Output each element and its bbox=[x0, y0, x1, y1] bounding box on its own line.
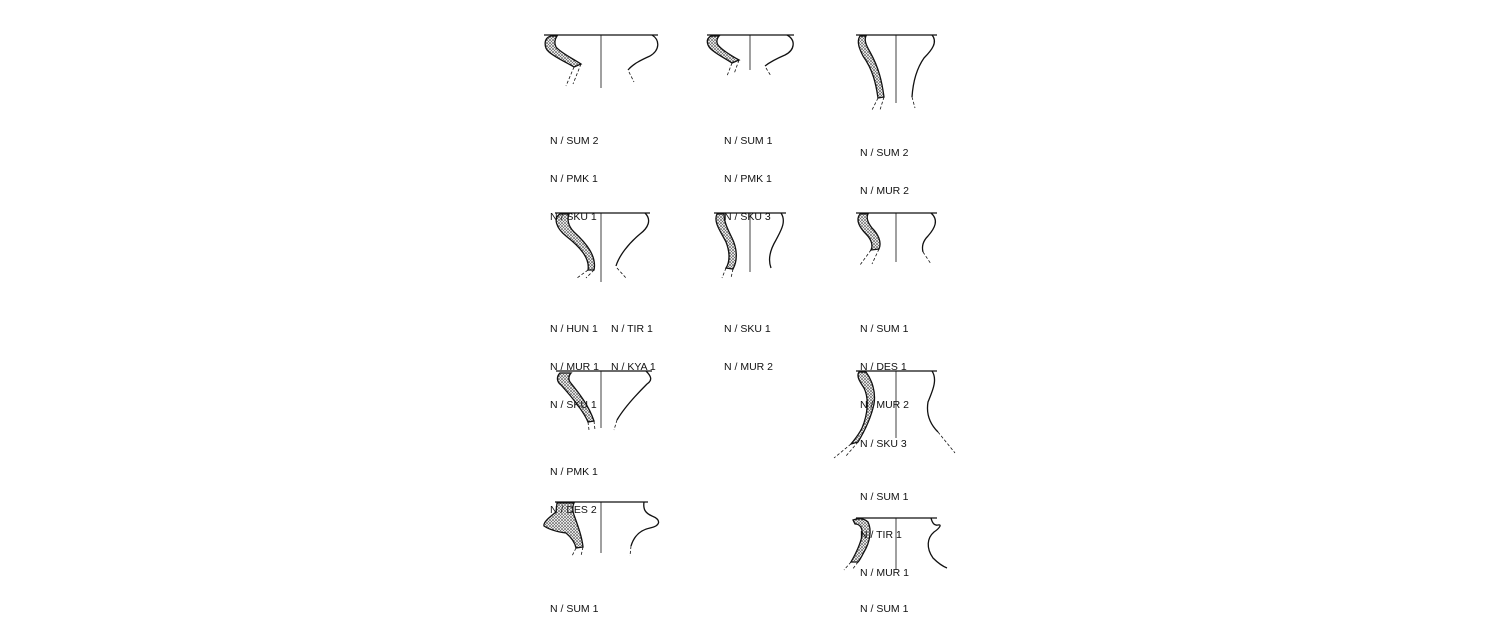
sherd-code-line: N / TIR 1 bbox=[860, 528, 902, 541]
sherd-label-s4-col2 bbox=[611, 297, 656, 387]
sherd-code-line: N / KYA 1 bbox=[611, 360, 656, 373]
sherd-code-line: N / SKU 1 bbox=[550, 211, 597, 224]
sherd-code-line: N / SUM 1 bbox=[724, 134, 773, 147]
vessel-profile-s6 bbox=[856, 213, 937, 265]
sherd-label-s3 bbox=[860, 121, 909, 211]
sherd-code-line: N / TIR 1 bbox=[611, 322, 653, 335]
sherd-code-line: N / SKU 3 bbox=[724, 211, 771, 224]
sherd-code-line: N / SKU 3 bbox=[860, 437, 907, 450]
sherd-code-line: N / SUM 1 bbox=[550, 602, 599, 615]
vessel-profile-s1 bbox=[544, 35, 658, 88]
sherd-code-line: N / MUR 2 bbox=[860, 399, 910, 412]
sherd-label-s9 bbox=[550, 577, 598, 628]
sherd-code-line: N / MUR 2 bbox=[860, 184, 910, 197]
sherd-code-line: N / MUR 2 bbox=[724, 360, 774, 373]
sherd-code-line: N / SKU 1 bbox=[550, 399, 597, 412]
sherd-code-line: N / SUM 2 bbox=[860, 146, 909, 159]
vessel-profile-s2 bbox=[707, 35, 794, 76]
sherd-code-line: N / PMK 1 bbox=[550, 172, 598, 185]
sherd-code-line: N / DES 1 bbox=[860, 360, 907, 373]
sherd-code-line: N / SUM 1 bbox=[860, 602, 909, 615]
sherd-code-line: N / PMK 1 bbox=[724, 172, 772, 185]
sherd-label-s6 bbox=[860, 297, 909, 463]
sherd-code-line: N / HUN 1 bbox=[550, 322, 598, 335]
sherd-label-s10 bbox=[860, 577, 908, 628]
sherd-code-line: N / PMK 1 bbox=[550, 465, 598, 478]
sherd-label-s2 bbox=[724, 109, 772, 237]
sherd-code-line: N / MUR 1 bbox=[550, 360, 600, 373]
sherd-code-line: N / SUM 1 bbox=[860, 322, 909, 335]
sherd-label-s8 bbox=[860, 465, 909, 593]
sherd-code-line: N / DES 2 bbox=[550, 503, 597, 516]
sherd-code-line: N / SUM 2 bbox=[550, 134, 599, 147]
sherd-label-s1 bbox=[550, 109, 598, 237]
sherd-code-line: N / MUR 1 bbox=[860, 567, 910, 580]
sherd-code-line: N / SUM 1 bbox=[860, 490, 909, 503]
sherd-code-line: N / SKU 1 bbox=[724, 322, 771, 335]
sherd-label-s5 bbox=[724, 297, 773, 387]
sherd-label-s7 bbox=[550, 440, 598, 530]
sherd-label-s4 bbox=[550, 297, 599, 425]
vessel-profile-s3 bbox=[856, 35, 937, 110]
